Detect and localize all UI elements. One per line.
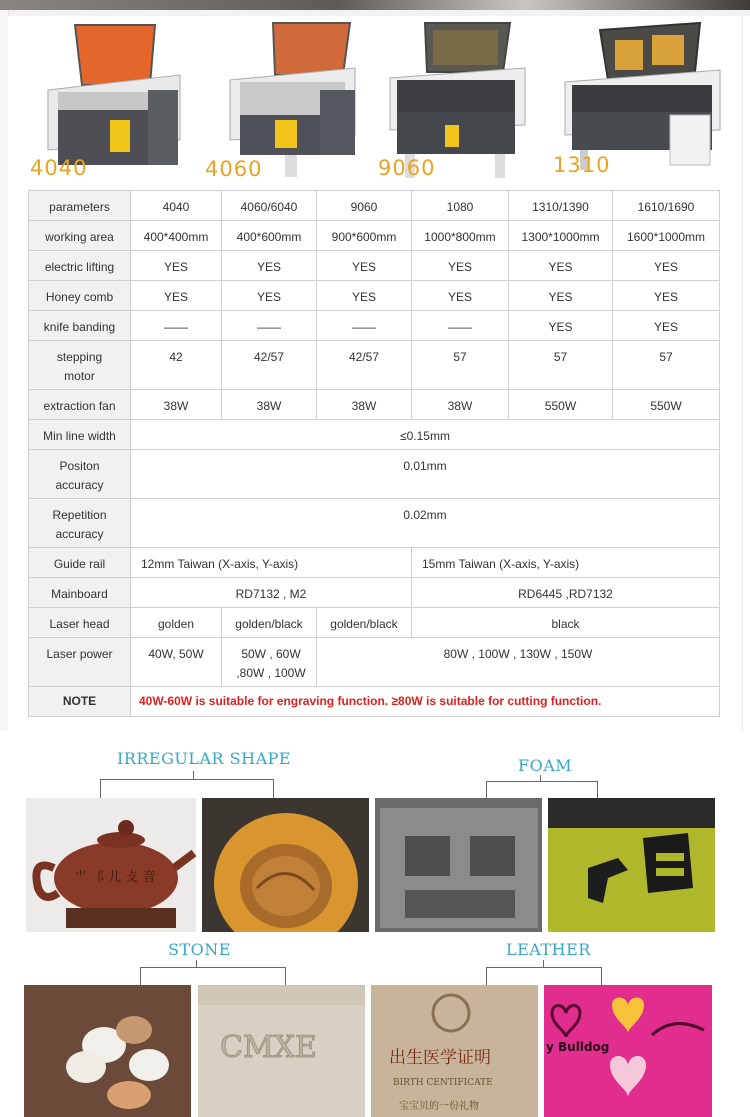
table-row [29,687,720,717]
table-cell: Laser power [29,638,131,687]
table-cell: Min line width [29,420,131,450]
stone-bracket [140,967,286,986]
table-header-cell: 1610/1690 [613,191,720,221]
gourd-photo [202,798,369,932]
table-cell: Repetition accuracy [29,499,131,548]
table-header-cell: 4040 [131,191,222,221]
certificate-cn-text: 出生医学证明 [389,1048,491,1068]
machine-label-4040: 4040 [30,156,88,180]
machine-label-4060: 4060 [205,157,263,181]
certificate-sub-text: 宝宝贝的一份礼物 [399,1101,479,1112]
table-cell: YES [131,251,222,281]
table-row [29,450,720,499]
table-row [29,499,720,548]
table-header-cell: 1080 [412,191,509,221]
table-cell: —— [412,311,509,341]
table-cell: 57 [412,341,509,390]
table-cell: YES [509,311,613,341]
table-cell: 1000*800mm [412,221,509,251]
table-cell: 38W [317,390,412,420]
certificate-drawing [371,985,538,1117]
certificate-en-text: BIRTH CENTIFICATE [393,1078,493,1088]
table-cell: YES [613,281,720,311]
note-text: 40W-60W is suitable for engraving function. ≥80W is suitable for cutting function. [131,687,720,717]
foam-drawing-1 [375,798,542,932]
table-cell: electric lifting [29,251,131,281]
leather-engraving-text: y Bulldog [546,1040,610,1054]
stone-title: STONE [168,940,231,959]
table-cell: 12mm Taiwan (X-axis, Y-axis) [131,548,412,578]
leather-drawing [544,985,712,1117]
table-cell: 50W , 60W ,80W , 100W [222,638,317,687]
table-row [29,638,720,687]
table-cell: —— [131,311,222,341]
table-cell: YES [412,251,509,281]
table-row [29,311,720,341]
table-cell: 38W [412,390,509,420]
table-cell: YES [317,281,412,311]
table-header-cell: parameters [29,191,131,221]
stone-engraving-text: CMXE [220,1030,317,1065]
table-cell: YES [317,251,412,281]
table-row [29,281,720,311]
foam-photo-2 [548,798,715,932]
table-cell: YES [613,311,720,341]
table-cell: YES [222,251,317,281]
stone-bracket-stem [196,960,197,967]
leather-bracket [486,967,602,986]
table-cell: ≤0.15mm [131,420,720,450]
table-cell: YES [412,281,509,311]
table-cell: YES [509,251,613,281]
table-cell: —— [317,311,412,341]
table-header-cell: 1310/1390 [509,191,613,221]
spec-table [28,190,720,717]
table-cell: golden/black [317,608,412,638]
table-cell: Laser head [29,608,131,638]
table-cell: extraction fan [29,390,131,420]
foam-bracket-stem [540,775,541,781]
table-cell: 57 [509,341,613,390]
leather-bracket-stem [543,960,544,967]
stone-photo-1 [24,985,191,1117]
table-cell: 57 [613,341,720,390]
table-row [29,251,720,281]
table-cell: 550W [613,390,720,420]
teapot-photo [26,798,196,932]
table-cell: —— [222,311,317,341]
certificate-photo [371,985,538,1117]
table-cell: 1300*1000mm [509,221,613,251]
irregular-shape-bracket [100,779,274,800]
table-cell: YES [131,281,222,311]
top-banner-edge [0,0,750,10]
table-cell: YES [509,281,613,311]
note-label: NOTE [29,687,131,717]
machine-label-9060: 9060 [378,156,436,180]
table-cell: YES [222,281,317,311]
table-row [29,578,720,608]
table-cell: 38W [131,390,222,420]
table-row [29,341,720,390]
table-cell: 15mm Taiwan (X-axis, Y-axis) [412,548,720,578]
table-cell: 80W , 100W , 130W , 150W [317,638,720,687]
leather-title: LEATHER [506,940,591,959]
table-cell: 1600*1000mm [613,221,720,251]
table-cell: 400*600mm [222,221,317,251]
foam-title: FOAM [518,756,573,775]
stone-drawing-2 [198,985,365,1117]
table-header-cell: 4060/6040 [222,191,317,221]
table-cell: 0.01mm [131,450,720,499]
table-cell: knife banding [29,311,131,341]
table-header-cell: 9060 [317,191,412,221]
table-cell: RD6445 ,RD7132 [412,578,720,608]
table-cell: golden/black [222,608,317,638]
gourd-drawing [202,798,369,932]
table-cell: stepping motor [29,341,131,390]
table-row [29,548,720,578]
table-cell: 40W, 50W [131,638,222,687]
table-cell: Honey comb [29,281,131,311]
table-cell: Mainboard [29,578,131,608]
foam-photo-1 [375,798,542,932]
table-cell: working area [29,221,131,251]
table-cell: 0.02mm [131,499,720,548]
table-cell: YES [613,251,720,281]
irregular-shape-bracket-stem [193,771,194,779]
leather-photo [544,985,712,1117]
table-cell: Guide rail [29,548,131,578]
table-cell: 400*400mm [131,221,222,251]
table-cell: 42/57 [222,341,317,390]
table-row [29,608,720,638]
table-cell: black [412,608,720,638]
table-cell: 42/57 [317,341,412,390]
svg-text:⺌ ⻏ ⼉ ⽁ ⾳: ⺌ ⻏ ⼉ ⽁ ⾳ [74,870,156,885]
table-cell: 42 [131,341,222,390]
table-cell: golden [131,608,222,638]
irregular-shape-title: IRREGULAR SHAPE [117,749,292,768]
table-cell: 900*600mm [317,221,412,251]
table-cell: Positon accuracy [29,450,131,499]
table-row [29,390,720,420]
table-cell: RD7132 , M2 [131,578,412,608]
table-row [29,420,720,450]
table-cell: 38W [222,390,317,420]
teapot-drawing [26,798,196,932]
foam-drawing-2 [548,798,715,932]
stone-drawing-1 [24,985,191,1117]
machine-label-1310: 1310 [553,153,611,177]
stone-photo-2 [198,985,365,1117]
table-row [29,221,720,251]
table-cell: 550W [509,390,613,420]
table-row [29,191,720,221]
